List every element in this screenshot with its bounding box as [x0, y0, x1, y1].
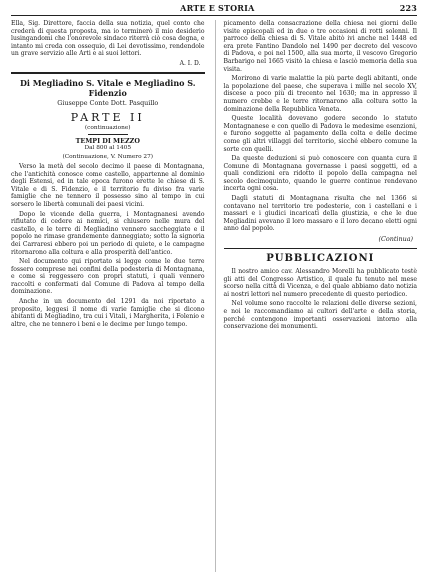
short-divider: [88, 134, 128, 135]
body-paragraph: Dagli statuti di Montagnana risulta che nel 1366 si contavano nel territorio tre podesterie, con i castellani e i massari e i giudici incaricati della giustizia, e che le due Megliadini avevano il loro massaro e il loro decano eletti ogni anno dal popolo.: [223, 195, 417, 233]
right-column: [215, 20, 418, 572]
section-range: Dal 800 al 1405: [84, 144, 132, 151]
part-subtitle: (continuazione): [84, 124, 131, 131]
body-paragraph: Da queste deduzioni si può conoscere con quanta cura il Comune di Montagnana governasse i paesi soggetti, ed a quali condizioni era ridotto il popolo della campagna nel secolo decimoquinto, quando le guerre continue rendevano incerta ogni cosa.: [223, 155, 417, 193]
divider: [11, 72, 205, 74]
page-number: 223: [399, 3, 417, 13]
body-paragraph: Nel documento qui riportato si legge come le due terre fossero comprese nei confini della podesteria di Montagnana, e come si reggessero con propri statuti, i quali vennero raccolti e confermati dal Comune di Padova al tempo della dominazione.: [11, 258, 205, 296]
intro-paragraph: Ella, Sig. Direttore, faccia della sua notizia, quel conto che crederà di questa proposta, ma io terminerò il mio desiderio lusingandomi che l'onorevole sindaco riterrà ciò cosa degna, e intanto mi creda con ossequio, di Lei devotissimo, rendendole un grave servizio alle Arti e ai suoi lettori.: [11, 20, 205, 58]
body-paragraph: Anche in un documento del 1291 da noi riportato a proposito, leggesi il nome di varie famiglie che si dicono abitanti di Megliadino, tra cui i Vitali, i Margherita, i Folenio e altre, che ne tennero i beni e le decime per lungo tempo.: [11, 298, 205, 328]
publications-paragraph: Il nostro amico cav. Alessandro Morelli ha pubblicato testè gli atti del Congresso Artistico, il quale fu tenuto nel mese scorso nella città di Vicenza, e del quale abbiamo dato notizia ai nostri lettori nel numero precedente di questo periodico.: [223, 268, 417, 298]
body-paragraph: Morirono di varie malattie la più parte degli abitanti, onde la popolazione del paese, che superava i mille nel secolo XV, discese a poco più di trecento nel 1630; ma in appresso il numero crebbe e le terre ritornarono alla coltura sotto la dominazione della Repubblica Veneta.: [223, 75, 417, 113]
running-head: [11, 3, 417, 16]
left-column: [11, 20, 205, 572]
body-paragraph: Queste località dovevano godere secondo lo statuto Montagnanese e con quello di Padova le medesime esenzioni, e furono soggette al pagamento della colta e delle decime come gli altri villaggi del territorio, sicché ebbero comune la sorte con quelli.: [223, 115, 417, 153]
article-author: Giuseppe Conte Dott. Pasquillo: [57, 98, 159, 107]
body-paragraph: Verso la metà del secolo decimo il paese di Montagnana, che l'antichità conosce come castello, appartenne al dominio degli Estensi, ed in tale epoca furono erette le chiese di S. Vitale e di S. Fidenzio, e il territorio fu diviso fra varie famiglie che ne tennero il possesso sino al tempo in cui sorsero le libertà comunali dei paesi vicini.: [11, 162, 205, 208]
publications-heading: PUBBLICAZIONI: [266, 253, 375, 265]
columns: [11, 20, 417, 572]
part-title: PARTE II: [70, 110, 145, 124]
publications-paragraph: Nel volume sono raccolte le relazioni delle diverse sezioni, e noi le raccomandiamo ai cultori dell'arte e della storia, perché contengono importanti osservazioni intorno alla conservazione dei monumenti.: [223, 300, 417, 331]
intro-signature: A. I. D.: [179, 59, 201, 67]
article-title: Di Megliadino S. Vitale e Megliadino S. Fidenzio: [19, 77, 196, 98]
section-note: (Continuazione, V. Numero 27): [62, 153, 154, 160]
body-paragraph: Dopo le vicende della guerra, i Montagnanesi avendo rifiutato di cedere ai nemici, si chiusero nelle mura del castello, e le terre di Megliadino vennero saccheggiate e il popolo ne rimase grandemente danneggiato; sotto la signoria dei Carraresi ebbero poi un periodo di quiete, e le campagne ritornarono alla coltura e alla prosperità dell'antico.: [11, 210, 205, 256]
section-title: TEMPI DI MEZZO: [75, 136, 140, 145]
divider: [224, 248, 418, 249]
continue-note: (Continua): [378, 235, 413, 244]
journal-title: ARTE E STORIA: [180, 3, 255, 13]
body-paragraph: picamento della consacrazione della chiesa nei giorni delle visite episcopali ed in due o tre occasioni di rotti solenni. Il parroco della chiesa di S. Vitale abitò ivi anche nel 1448 ed era prete Fantino Dandolo nel 1490 per decreto del vescovo di Padova, e poi nel 1500, alla sua morte, il vescovo Gregorio Barbarigo nel 1665 visitò la chiesa e lasciò memoria della sua visita.: [223, 20, 417, 73]
